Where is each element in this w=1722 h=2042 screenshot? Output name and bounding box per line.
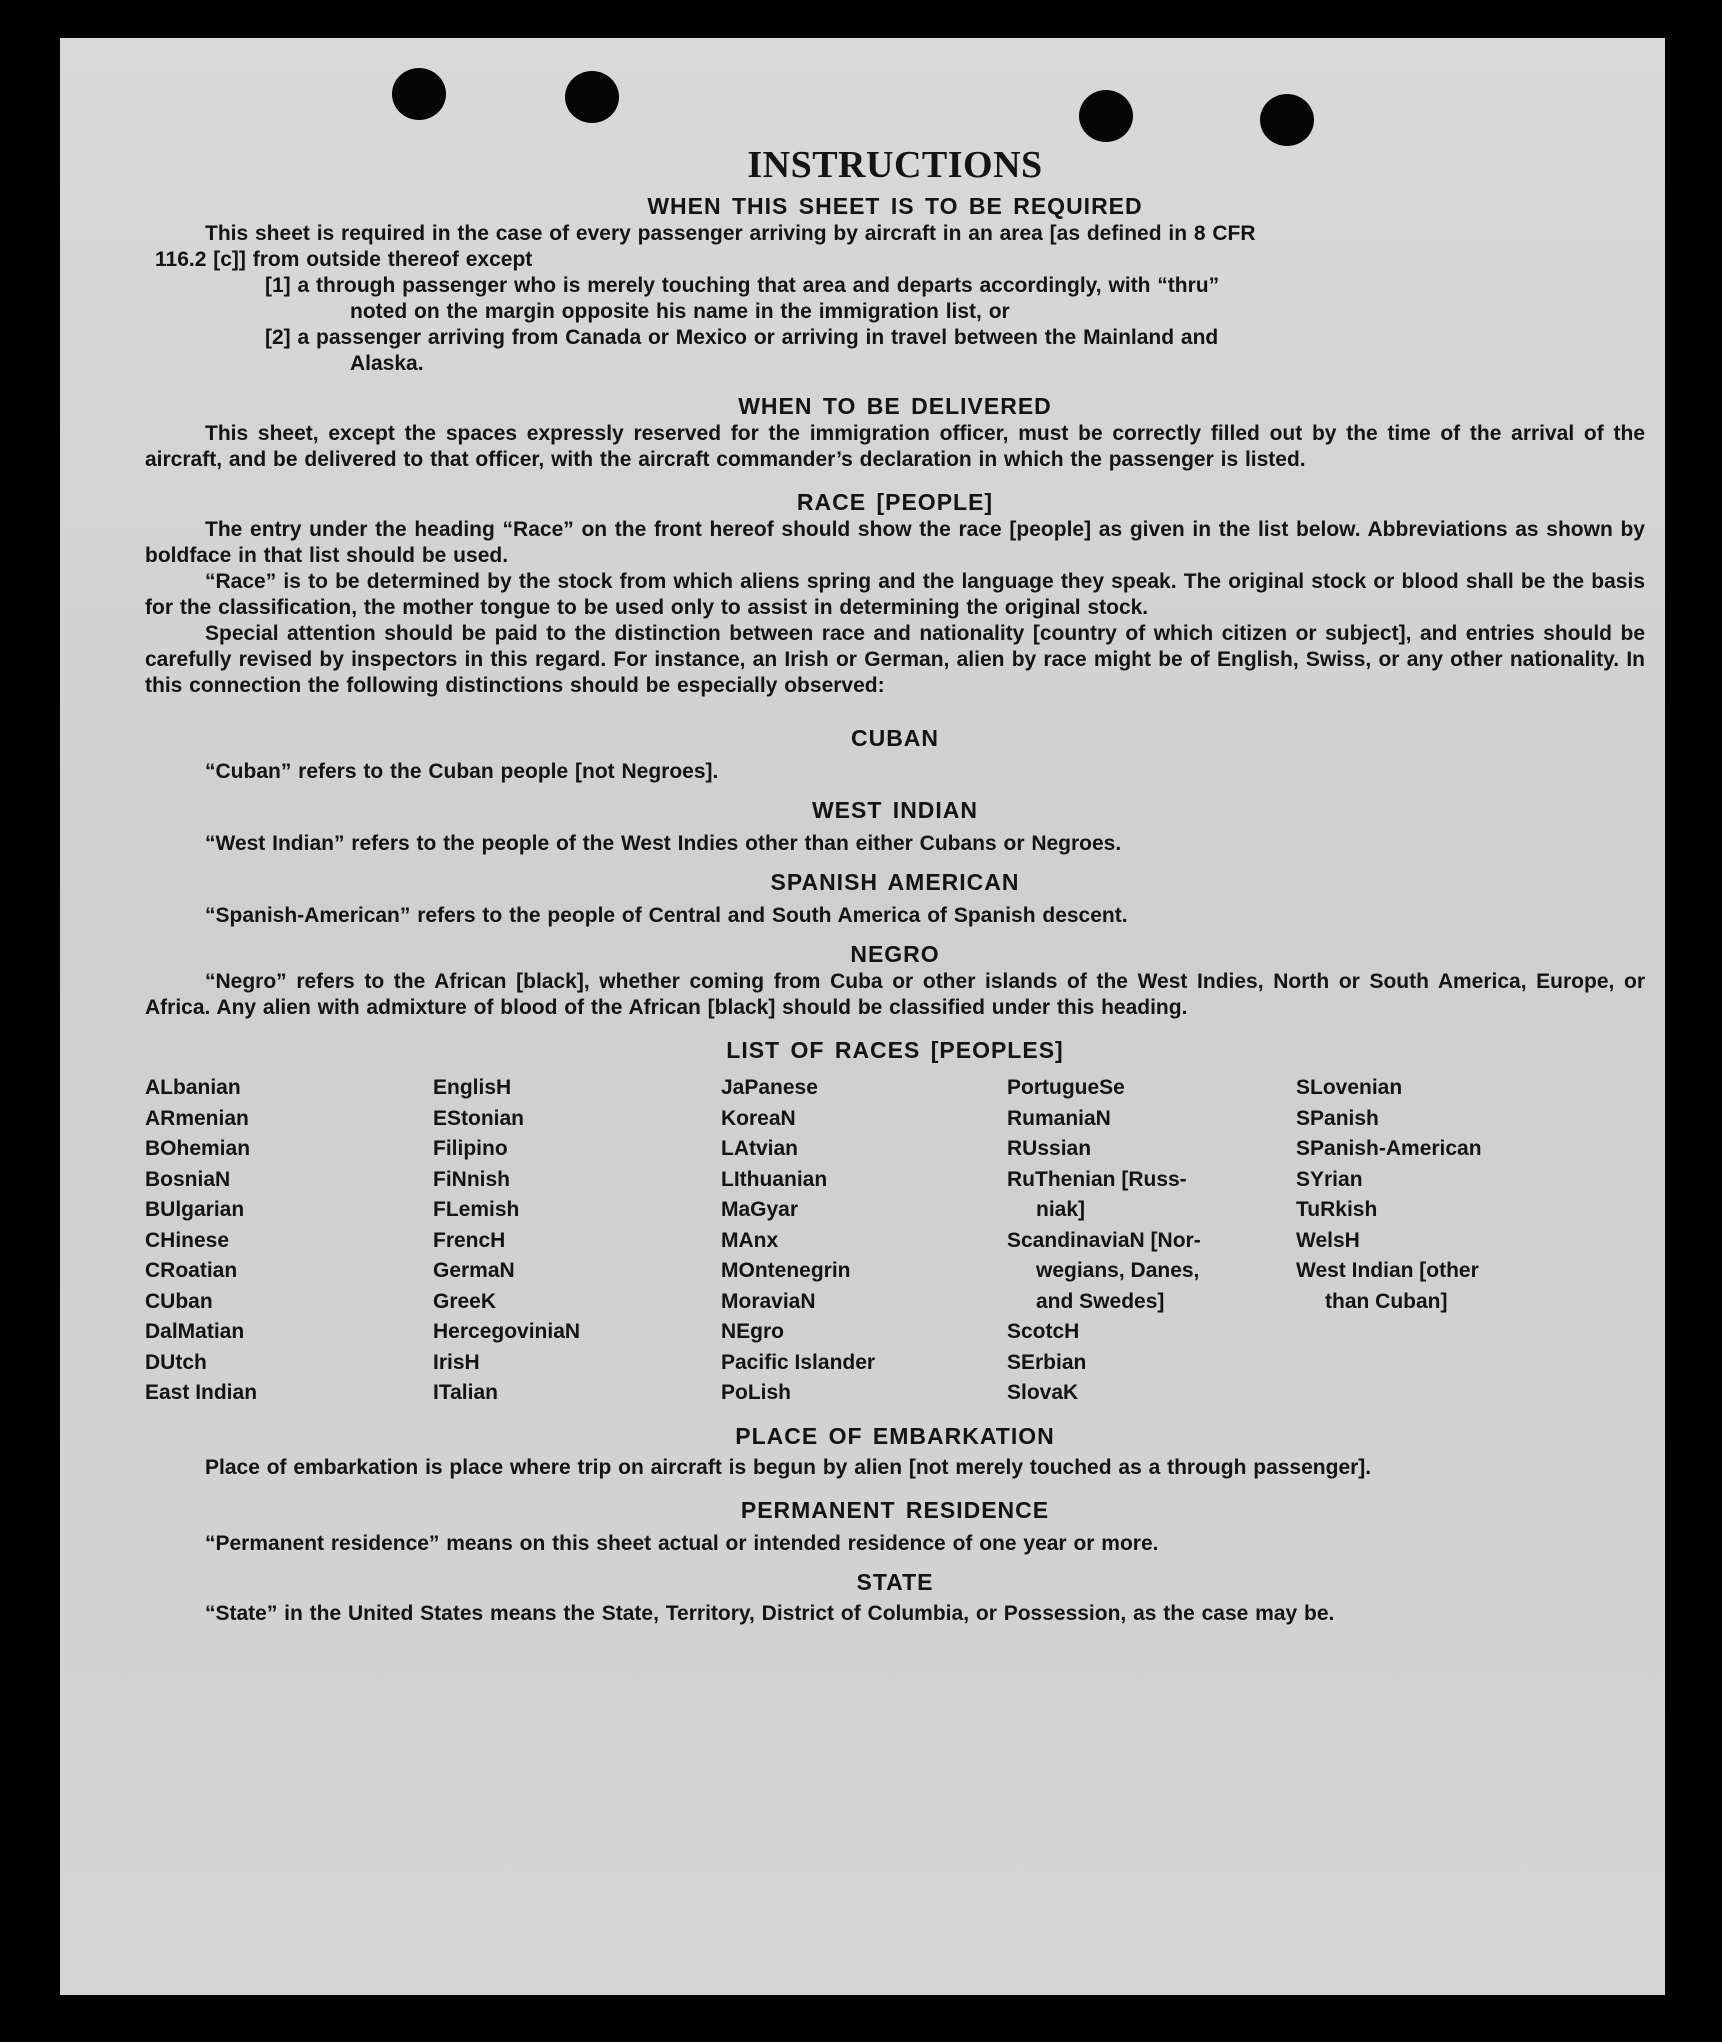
document-page	[60, 38, 1665, 1995]
race-item: KoreaN	[721, 1106, 796, 1130]
race-item: DalMatian	[145, 1320, 245, 1343]
race-item: CUban	[145, 1289, 213, 1313]
race-item: SlovaK	[1007, 1381, 1079, 1404]
race-item: West Indian [other	[1296, 1259, 1479, 1282]
race-item: BosniaN	[145, 1167, 231, 1191]
race-item: JaPanese	[721, 1076, 818, 1099]
races-list	[145, 1073, 1645, 1409]
race-item: Pacific Islander	[721, 1350, 876, 1374]
heading-negro: NEGRO	[850, 941, 940, 967]
race-item: MoraviaN	[721, 1289, 816, 1313]
race-item: EStonian	[433, 1106, 525, 1130]
race-item: SPanish	[1296, 1106, 1379, 1130]
race-item: EnglisH	[433, 1076, 512, 1099]
race-item: ALbanian	[145, 1076, 241, 1099]
page-title: INSTRUCTIONS	[747, 144, 1043, 186]
race-item: SYrian	[1296, 1167, 1363, 1191]
race-item: GreeK	[433, 1289, 497, 1313]
race-item: TuRkish	[1296, 1198, 1378, 1221]
heading-permanent-residence: PERMANENT RESIDENCE	[740, 1496, 1050, 1523]
race-item: ScotcH	[1007, 1320, 1080, 1343]
exception-item-1-line2: noted on the margin opposite his name in the immigration list, or	[350, 300, 1010, 323]
race-item: IrisH	[433, 1350, 480, 1374]
race-item-continuation: and Swedes]	[1036, 1289, 1165, 1313]
exception-item-2-line1: [2] a passenger arriving from Canada or Mexico or arriving in travel between the Mainland and	[265, 326, 1219, 349]
punch-hole	[1079, 90, 1133, 142]
punch-hole	[392, 68, 446, 120]
race-item: SErbian	[1007, 1350, 1087, 1374]
west-indian-text: “West Indian” refers to the people of the West Indies other than either Cubans or Negroes.	[205, 832, 1122, 855]
race-item: WelsH	[1296, 1228, 1360, 1252]
race-item: PoLish	[721, 1381, 792, 1404]
race-item: CHinese	[145, 1228, 230, 1252]
punch-hole	[1260, 94, 1314, 146]
races-column-5	[1296, 1073, 1596, 1409]
race-item: GermaN	[433, 1259, 515, 1282]
race-item: SLovenian	[1296, 1076, 1403, 1099]
race-item: FiNnish	[433, 1167, 510, 1191]
instructions-content	[145, 143, 1645, 1627]
race-item: RUssian	[1007, 1137, 1092, 1160]
exception-item-2-line2: Alaska.	[350, 352, 424, 375]
heading-cuban: CUBAN	[850, 725, 940, 751]
race-item-continuation: niak]	[1036, 1198, 1086, 1221]
heading-race: RACE [PEOPLE]	[796, 489, 994, 515]
race-item: FrencH	[433, 1228, 506, 1252]
when-required-intro-line1: This sheet is required in the case of every passenger arriving by aircraft in an area [as defined in 8 CFR	[205, 222, 1256, 245]
race-item-continuation: than Cuban]	[1325, 1289, 1448, 1313]
permanent-residence-text: “Permanent residence” means on this sheet actual or intended residence of one year or more.	[205, 1531, 1159, 1555]
race-item: DUtch	[145, 1350, 207, 1374]
race-item: BOhemian	[145, 1137, 251, 1160]
race-paragraph-1: The entry under the heading “Race” on the front hereof should show the race [people] as given in the list below. Abbreviations as shown by boldface in that list should be used.	[145, 518, 1645, 567]
heading-place-of-embarkation: PLACE OF EMBARKATION	[735, 1422, 1055, 1449]
cuban-text: “Cuban” refers to the Cuban people [not Negroes].	[205, 760, 719, 783]
race-item: ScandinaviaN [Nor-	[1007, 1228, 1201, 1252]
race-item: HercegoviniaN	[433, 1320, 581, 1343]
race-item: FLemish	[433, 1198, 520, 1221]
punch-hole	[565, 71, 619, 123]
heading-west-indian: WEST INDIAN	[811, 797, 979, 823]
race-item: BUlgarian	[145, 1198, 245, 1221]
race-item: NEgro	[721, 1320, 784, 1343]
state-text: “State” in the United States means the State, Territory, District of Columbia, or Possession, as the case may be.	[205, 1601, 1335, 1625]
place-of-embarkation-text: Place of embarkation is place where trip on aircraft is begun by alien [not merely touched as a through passenger].	[205, 1455, 1372, 1479]
race-item: MOntenegrin	[721, 1259, 851, 1282]
heading-state: STATE	[856, 1568, 934, 1595]
race-item: ITalian	[433, 1381, 498, 1404]
race-item: ARmenian	[145, 1106, 249, 1130]
negro-text: “Negro” refers to the African [black], whether coming from Cuba or other islands of the West Indies, North or South America, Europe, or Africa. Any alien with admixture of blood of the African [black] should be classified under this heading.	[145, 970, 1645, 1019]
race-paragraph-2: “Race” is to be determined by the stock from which aliens spring and the language they speak. The original stock or blood shall be the basis for the classification, the mother tongue to be used only to assist in determining the original stock.	[145, 570, 1645, 619]
spanish-american-text: “Spanish-American” refers to the people of Central and South America of Spanish descent.	[205, 904, 1128, 927]
when-delivered-text: This sheet, except the spaces expressly reserved for the immigration officer, must be correctly filled out by the time of the arrival of the aircraft, and be delivered to that officer, with the aircraft commander’s declaration in which the passenger is listed.	[145, 422, 1645, 471]
race-item: CRoatian	[145, 1259, 238, 1282]
race-item: East Indian	[145, 1381, 258, 1404]
heading-when-required: WHEN THIS SHEET IS TO BE REQUIRED	[647, 193, 1143, 219]
race-item: RuThenian [Russ-	[1007, 1167, 1187, 1191]
race-paragraph-3: Special attention should be paid to the distinction between race and nationality [country of which citizen or subject], and entries should be carefully revised by inspectors in this regard. For instance, an Irish or German, alien by race might be of English, Swiss, or any other nationality. In this connection the following distinctions should be especially observed:	[145, 622, 1645, 697]
race-item: PortugueSe	[1007, 1076, 1125, 1099]
race-item: Filipino	[433, 1137, 508, 1160]
heading-list-of-races: LIST OF RACES [PEOPLES]	[726, 1037, 1064, 1063]
heading-when-delivered: WHEN TO BE DELIVERED	[738, 393, 1052, 419]
exception-item-1-line1: [1] a through passenger who is merely touching that area and departs accordingly, with “thru”	[265, 274, 1220, 297]
heading-spanish-american: SPANISH AMERICAN	[770, 869, 1020, 895]
race-item-continuation: wegians, Danes,	[1036, 1259, 1200, 1282]
races-column-4	[1007, 1073, 1296, 1409]
race-item: MaGyar	[721, 1198, 799, 1221]
race-item: SPanish-American	[1296, 1137, 1482, 1160]
when-required-intro-line2: 116.2 [c]] from outside thereof except	[155, 248, 533, 271]
race-item: MAnx	[721, 1228, 779, 1252]
race-item: LAtvian	[721, 1137, 799, 1160]
race-item: RumaniaN	[1007, 1106, 1111, 1130]
races-column-2	[433, 1073, 721, 1409]
races-column-3	[721, 1073, 1007, 1409]
race-item: LIthuanian	[721, 1167, 828, 1191]
races-column-1	[145, 1073, 433, 1409]
